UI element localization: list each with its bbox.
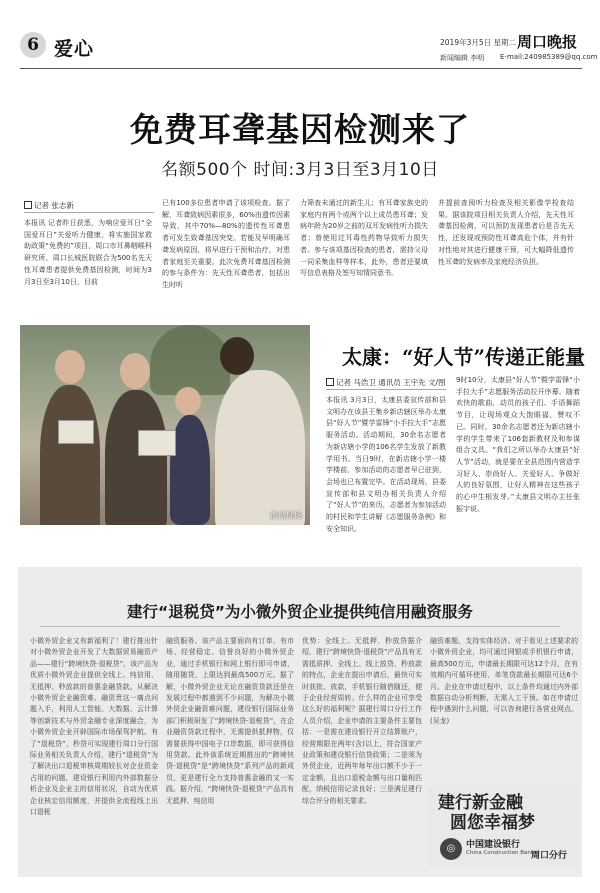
masthead-logo: 周口晚报: [517, 33, 578, 51]
photo-person-3: [215, 370, 305, 525]
main-subheadline: 名额500个 时间:3月3日至3月10日: [161, 160, 439, 180]
main-column-1: 本报讯 记者昨日获悉，为响应爱耳日“全国爱耳日”关爱听力健康，将实施国家救助政策“免费的”项目，周口市耳鼻咽喉科研究所、周口长城医院联合为500名先天性耳聋患者提供免费基因检测，时间为3月3日至3月10日，目前: [24, 219, 152, 286]
editor-credit: 新闻编辑 李明: [440, 54, 485, 62]
photo-head-1: [55, 350, 85, 384]
photo-person-2: [105, 390, 167, 525]
bank-name-english: China Construction Bank: [466, 850, 535, 856]
photo-person-1: [40, 385, 100, 525]
feature-headline: 太康：“好人节”传递正能量: [342, 345, 586, 369]
photo-tree: [150, 325, 230, 395]
advertorial-headline: 建行“退税贷”为小微外贸企业提供纯信用融资服务: [127, 603, 473, 621]
byline-marker-icon: [24, 201, 32, 209]
event-photo: [20, 325, 310, 525]
contact-email: E-mail:240985389@qq.com: [500, 53, 598, 61]
photo-book-2: [138, 430, 176, 456]
feature-column-1: 本报讯 3月3日，太康县委宣传部和县文明办在该县王集乡新店辖区举办太康县“好人节”暨学雷锋“小手拉大手”志愿服务活动。活动期间，30余名志愿者为新店辖小学的106名学生发放了新教学用书。当日9时，在新店辖小学一楼学楼前，参加活动的志愿者早已驻到，会场也已布置完毕。在活动现场，县委宣传部和县文明办相关负责人介绍了“好人节”的来历，志愿者为参加活动的村民和学生讲解《志愿服务条例》和安全知识。: [326, 396, 446, 533]
issue-date: 2019年3月5日 星期二: [440, 38, 517, 47]
photo-book-1: [58, 420, 94, 444]
photo-head-2: [120, 353, 150, 389]
advertorial-column-3: 优势：全线上、无抵押、秒放贷据介绍，建行“跨境快贷-退税贷”产品具有无需抵质押、全线上、线上放贷、秒放款的特点，企业在提出申请后，最快可实时获批、放款，手机银行随借随还，便于企业经营周转。什么样的企业可享受这么好的福利呢？据建行周口分行工作人员介绍，企业申请的主要条件主要包括：一是需在建设银行开立结算账户，经营期限在两年(含)以上，符合国家产业政策和建设银行信贷政策；二是须为外贸企业，近两年每年出口额不少于一定金额，且出口退税金额与出口量相匹配，纳税信用记录良好；三是满足建行综合评分的相关要求。: [302, 637, 422, 805]
header-divider: [20, 68, 582, 69]
page-header: [0, 0, 600, 72]
main-column-2: 已有100多位患者申请了该项检查。据了解，耳聋致病因素很多，60%由遗传因素导致，其中70%—80%的遗传性耳聋患者可发生致聋基因突变。若能及早明确耳聋发病原因，将早进行干预和治疗，对患者家庭至关重要。此次免费耳聋基因检测的参与条件为：先天性耳聋患者，包括出生时听: [162, 199, 290, 289]
main-byline-text: 记者 张志新: [34, 201, 74, 210]
main-column-4: 并提前查阅听力检查及相关影像学检查结果。据该院项目相关负责人介绍，先天性耳聋基因检测，可以预防发现患者后是否先天性，还发现或预防性耳聋高危个体，并有针对性地对其进行健康干预，可大幅降低遗传性耳聋的发病率及家庭经济负担。: [438, 199, 574, 266]
feature-byline-text: 记者 马浩卫 通讯员 王宇先 文/图: [336, 378, 446, 387]
main-byline: [24, 200, 74, 211]
feature-byline: [326, 377, 446, 388]
bank-branch: 周口分行: [531, 851, 568, 861]
bank-name: 中国建设银行: [466, 840, 521, 850]
advertorial-column-1: 小微外贸企业又有新福利了！建行推出针对小微外贸企业开发了大数据贸易融资产品——建行“跨境快贷-退税贷”，该产品为优质小微外贸企业提供全线上、纯信用、无抵押、秒放款的普惠金融贷款。从解决小微外贸企业融资难、融资贵这一痛点问题入手，利用人工智能、大数据、云计算等创新技术与外贸金融专业深度融合，为小微外贸企业开辟国际市场保驾护航。有了“退税贷”，秒贷可实现建行周口分行国际业务相关负责人介绍，建行“退税贷”为了解决出口退税审核周期较长对企业资金占用的问题，建设银行利用内外部数据分析企业及企业主的信用状况，自动为优质企业核定信用额度，并提供全流程线上出口退税: [30, 637, 158, 817]
banner-slogan-line-2: 圆您幸福梦: [450, 813, 535, 833]
byline-marker-icon: [326, 378, 334, 386]
advertorial-column-2: 融资服务。该产品主要面向有订单、有市场、经营稳定、信誉良好的小微外贸企业，通过手机银行和网上银行即可申请，随用随贷，上限达到最高500万元。据了解，小微外贸企业无论在融资贷款还是在发展过程中都遇到不少问题，为解决小微外贸企业融资难问题，建设银行国际业务部门积极研发了“跨境快贷-退税贷”，在企业融资贷款过程中，无需提供抵押物，仅需要获得中国电子口岸数据，即可获得信用贷款。此外该系统近期推出的“跨境快贷-退税贷”是“跨境快贷”系列产品的新成员，更是建行全力支持普惠金融的又一实践。据介绍，“跨境快贷-退税贷”产品具有无抵押、纯信用: [166, 637, 294, 805]
advertorial-column-4: 融资难题，支持实体经济。对于看见上述要求的小微外贸企业，均可通过网银或手机银行申请，最高500万元，申请最长期限可达12个月，在有效期内可循环使用，单笔贷款最长期限可达6个月。企业在申请过程中，以上条件均通过内外部数据自动分析判断，无需人工干预。如在申请过程中遇到什么问题，可以咨询建行各营业网点。(吴龙): [430, 637, 578, 725]
photo-head-3: [220, 337, 254, 375]
byline-rule: [24, 212, 154, 213]
bank-logo-icon: ◎: [440, 838, 462, 860]
photo-caption: 活动现场: [270, 511, 302, 520]
feature-byline-rule: [326, 389, 446, 390]
main-headline: 免费耳聋基因检测来了: [130, 110, 470, 149]
section-name: 爱心: [54, 38, 95, 60]
photo-head-child: [175, 387, 201, 415]
photo-child: [170, 415, 210, 525]
banner-slogan-line-1: 建行新金融: [438, 793, 523, 813]
advertorial-rule: [40, 626, 560, 627]
feature-column-2: 9时10分，太康县“好人节”暨学雷锋“小手拉大手”志愿服务活动拉开序幕。随着欢快的歌曲，动员的孩子们、手语舞蹈节目，让现场观众大饱眼福，赞叹不已。同时，30余名志愿者还为新店辖小学的学生带来了106套新教材及和参谋组合文具。“我们之所以举办太康县“好人节”活动，就是要在全县范围内营造学习好人、崇尚好人、关爱好人、争做好人的良好氛围，让好人精神在这些孩子的心中生根发芽。”太康县文明办主任张振宇说。: [456, 376, 580, 513]
main-column-3: 力筛查未通过的新生儿；有耳聋家族史的家庭内有两个或两个以上成员患耳聋；发病年龄为20岁之前的双耳发病性听力损失者；曾使用过耳毒性药物导致听力损失者。参与该项基因检查的患者，需持父母一同采集血样等样本，此外，患者还要填写信息表格及签写知情同意书。: [300, 199, 428, 278]
page-number: 6: [20, 32, 46, 58]
